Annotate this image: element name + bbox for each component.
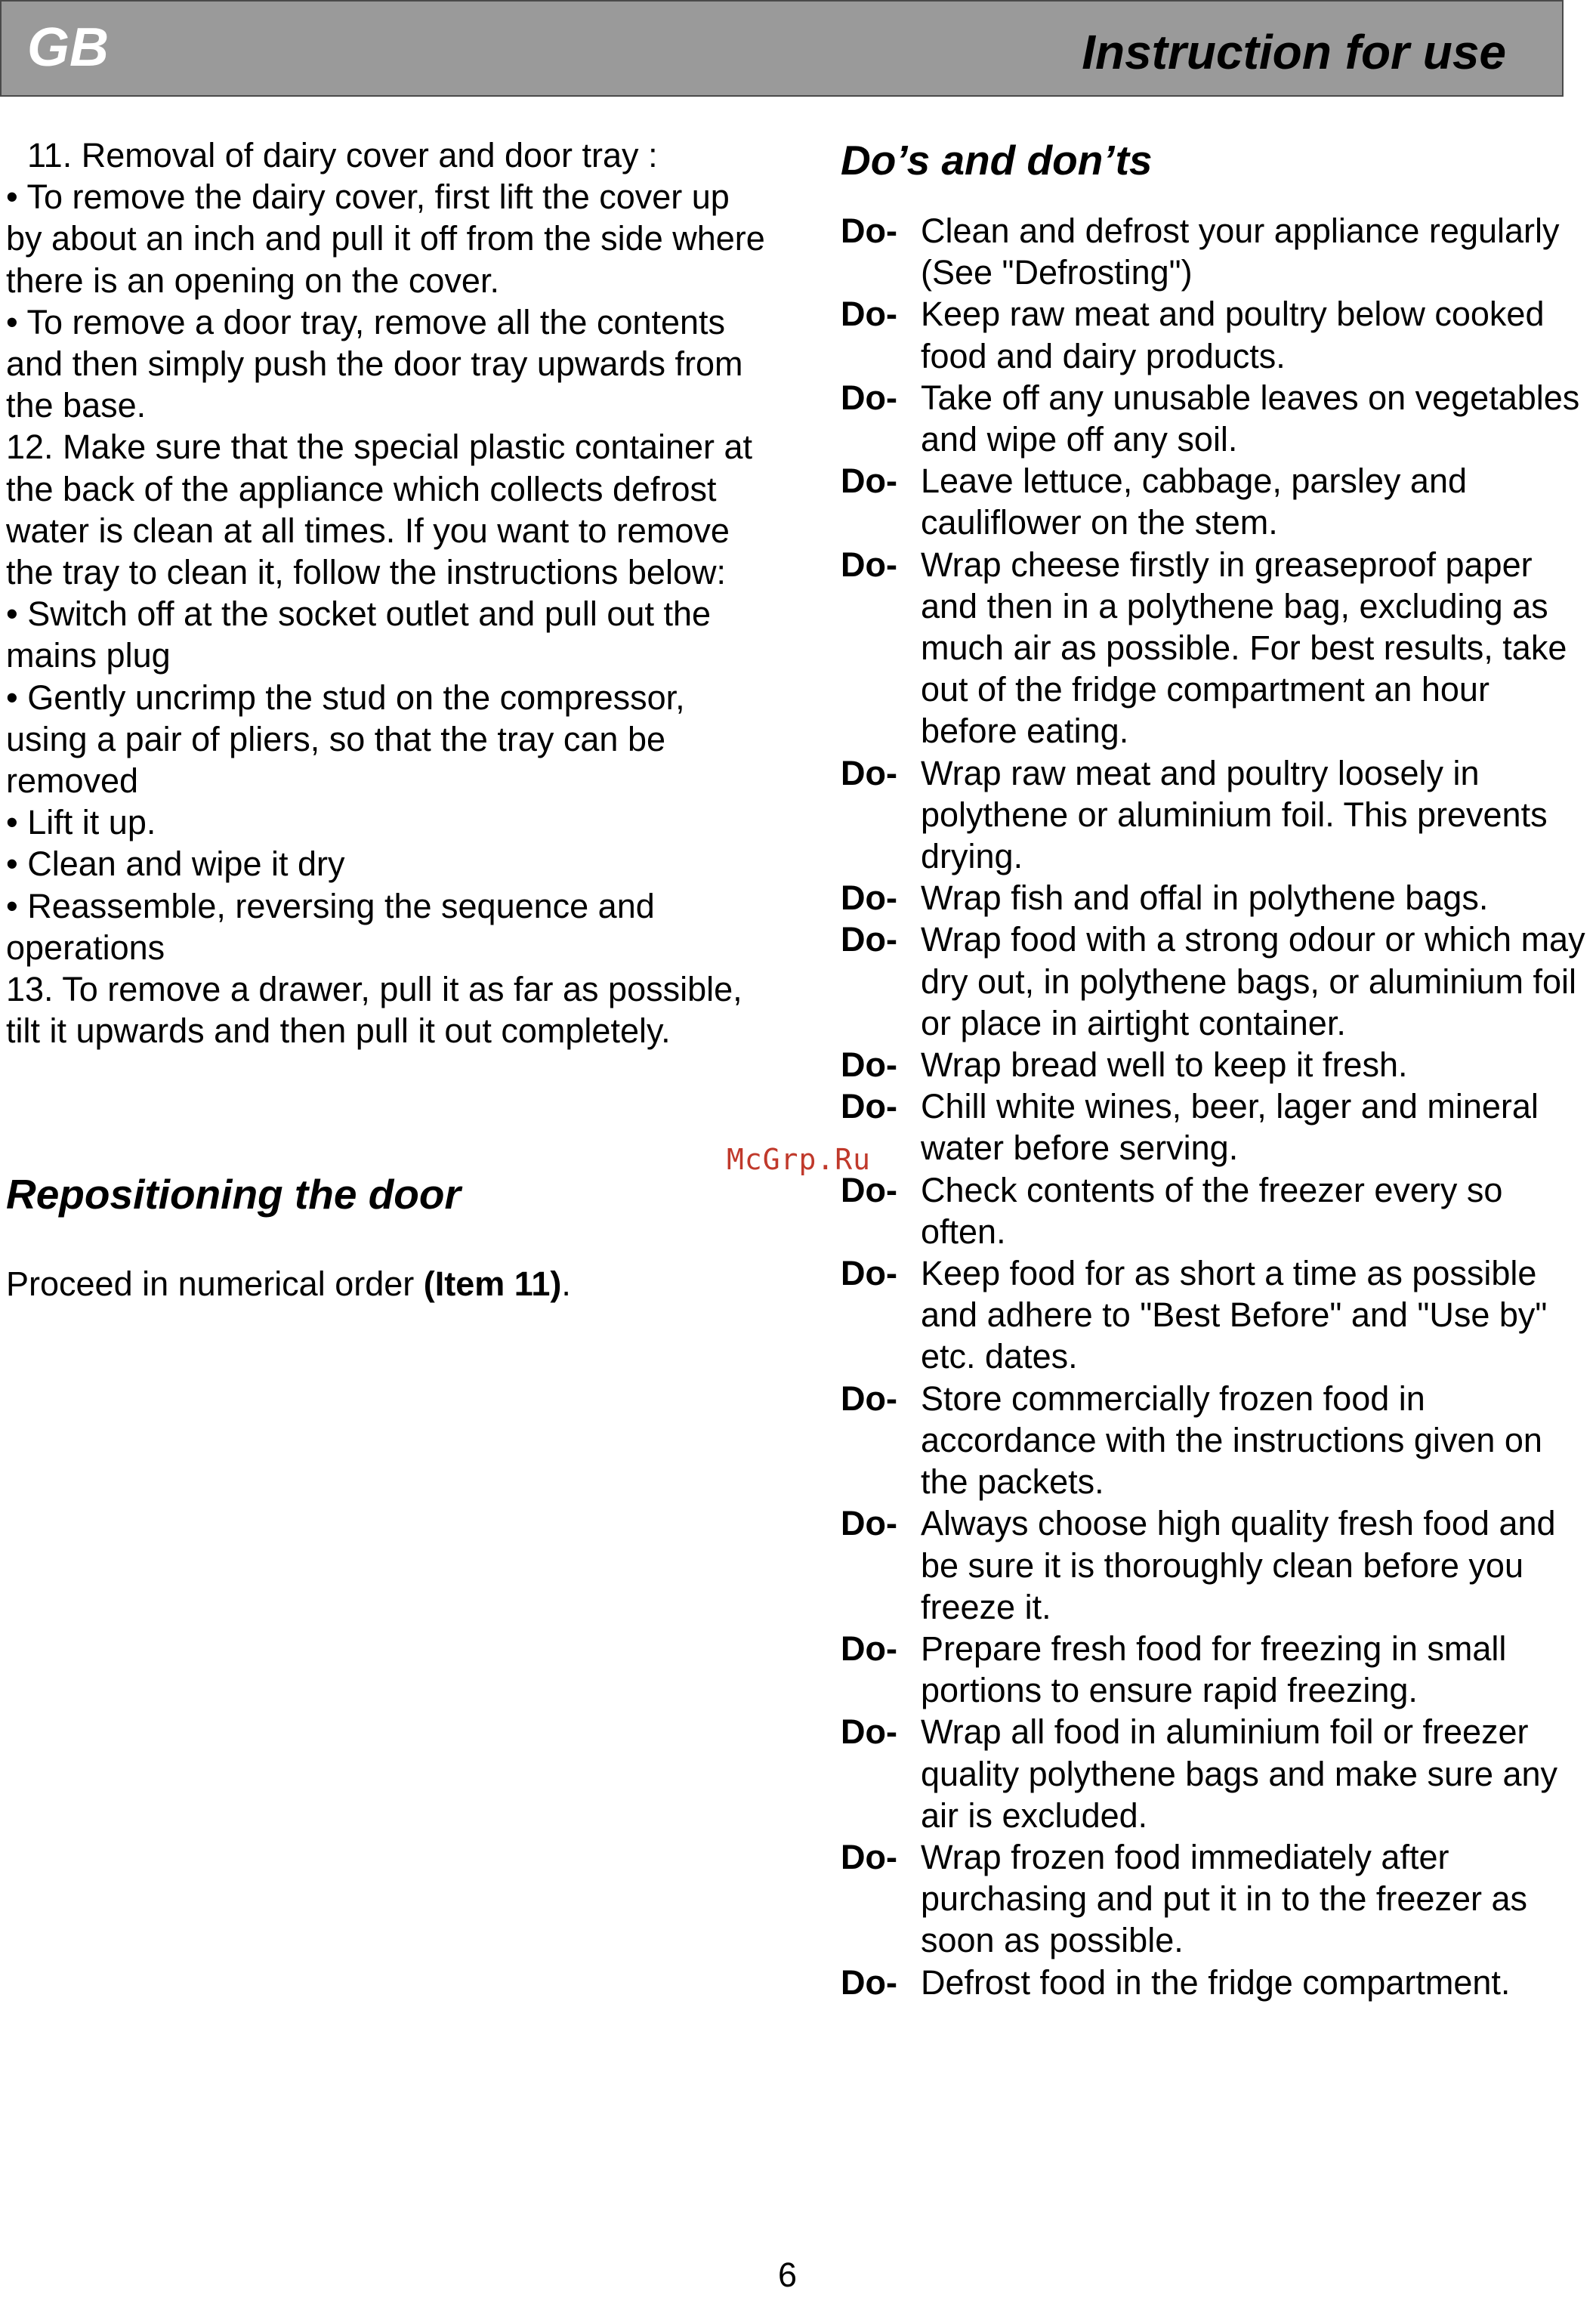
do-item bbox=[841, 1378, 1588, 1503]
do-item bbox=[841, 377, 1588, 460]
do-item bbox=[841, 1711, 1588, 1836]
do-item bbox=[841, 293, 1588, 376]
do-text: Keep food for as short a time as possible and adhere to "Best Before" and "Use by" etc. dates. bbox=[921, 1254, 1548, 1376]
do-item bbox=[841, 919, 1588, 1044]
do-text: Wrap cheese firstly in greaseproof paper and then in a polythene bag, excluding as much air as possible. For best results, take out of the fridge compartment an hour before eating. bbox=[921, 545, 1567, 751]
do-label: Do- bbox=[841, 1629, 897, 1668]
do-label: Do- bbox=[841, 1712, 897, 1752]
proceed-text-main: Proceed in numerical order bbox=[6, 1264, 424, 1303]
paragraph-uncrimp: • Gently uncrimp the stud on the compressor, using a pair of pliers, so that the tray can be removed bbox=[6, 678, 685, 801]
do-item bbox=[841, 1085, 1588, 1169]
paragraph-dairy-cover: • To remove the dairy cover, first lift the cover up by about an inch and pull it off from the side where there is an opening on the cover. bbox=[6, 178, 765, 300]
do-label: Do- bbox=[841, 212, 897, 250]
do-label: Do- bbox=[841, 1837, 897, 1876]
do-label: Do- bbox=[841, 1045, 897, 1085]
do-label: Do- bbox=[841, 1504, 897, 1543]
do-label: Do- bbox=[841, 878, 897, 918]
do-text: Always choose high quality fresh food and be sure it is thoroughly clean before you freeze it. bbox=[921, 1504, 1556, 1626]
do-item bbox=[841, 1252, 1588, 1378]
do-text: Wrap food with a strong odour or which may dry out, in polythene bags, or aluminium foil or place in airtight container. bbox=[921, 920, 1585, 1042]
proceed-text-end: . bbox=[561, 1264, 571, 1303]
do-label: Do- bbox=[841, 920, 897, 959]
do-text: Check contents of the freezer every so often. bbox=[921, 1170, 1503, 1251]
do-item bbox=[841, 1502, 1588, 1628]
watermark: McGrp.Ru bbox=[727, 1143, 872, 1176]
section-heading-repositioning: Repositioning the door bbox=[6, 1171, 461, 1218]
proceed-text-item: (Item 11) bbox=[423, 1264, 562, 1303]
do-text: Clean and defrost your appliance regularly (See "Defrosting") bbox=[921, 212, 1560, 292]
do-item bbox=[841, 1836, 1588, 1962]
proceed-text bbox=[6, 1263, 571, 1305]
do-text: Defrost food in the fridge compartment. bbox=[921, 1962, 1511, 2002]
paragraph-door-tray: • To remove a door tray, remove all the contents and then simply push the door tray upwards from the base. bbox=[6, 302, 743, 425]
paragraph-11: 11. Removal of dairy cover and door tray : bbox=[27, 136, 658, 174]
do-item bbox=[841, 1044, 1588, 1085]
do-label: Do- bbox=[841, 378, 897, 417]
do-item bbox=[841, 877, 1588, 919]
do-label: Do- bbox=[841, 1962, 897, 2002]
paragraph-13: 13. To remove a drawer, pull it as far as possible, tilt it upwards and then pull it out completely. bbox=[6, 970, 742, 1051]
do-label: Do- bbox=[841, 753, 897, 792]
do-item bbox=[841, 1169, 1588, 1252]
do-text: Wrap all food in aluminium foil or freezer quality polythene bags and make sure any air is excluded. bbox=[921, 1712, 1558, 1835]
do-label: Do- bbox=[841, 1087, 897, 1126]
paragraph-12: 12. Make sure that the special plastic container at the back of the appliance which collects defrost water is clean at all times. If you want to remove the tray to clean it, follow the instructions below: bbox=[6, 428, 753, 592]
left-column bbox=[6, 134, 769, 1051]
document-title: Instruction for use bbox=[1082, 25, 1506, 79]
paragraph-reassemble: • Reassemble, reversing the sequence and operations bbox=[6, 886, 655, 967]
do-text: Chill white wines, beer, lager and mineral water before serving. bbox=[921, 1087, 1539, 1168]
page-number: 6 bbox=[778, 2256, 798, 2294]
dos-and-donts-heading: Do’s and don’ts bbox=[841, 137, 1153, 184]
do-text: Keep raw meat and poultry below cooked food and dairy products. bbox=[921, 295, 1545, 375]
do-label: Do- bbox=[841, 545, 897, 584]
do-text: Wrap raw meat and poultry loosely in polythene or aluminium foil. This prevents drying. bbox=[921, 753, 1548, 876]
do-label: Do- bbox=[841, 295, 897, 334]
do-text: Wrap fish and offal in polythene bags. bbox=[921, 878, 1489, 918]
do-label: Do- bbox=[841, 1379, 897, 1418]
do-text: Store commercially frozen food in accordance with the instructions given on the packets. bbox=[921, 1379, 1542, 1502]
do-item bbox=[841, 460, 1588, 543]
do-item bbox=[841, 752, 1588, 878]
paragraph-switch-off: • Switch off at the socket outlet and pull out the mains plug bbox=[6, 594, 712, 675]
do-text: Wrap frozen food immediately after purchasing and put it in to the freezer as soon as possible. bbox=[921, 1837, 1527, 1960]
do-label: Do- bbox=[841, 1254, 897, 1293]
do-item bbox=[841, 210, 1588, 293]
do-item bbox=[841, 1628, 1588, 1711]
do-item bbox=[841, 544, 1588, 752]
language-code: GB bbox=[27, 17, 109, 78]
do-label: Do- bbox=[841, 462, 897, 501]
paragraph-lift: • Lift it up. bbox=[6, 803, 156, 842]
do-item bbox=[841, 1962, 1588, 2003]
do-text: Take off any unusable leaves on vegetables and wipe off any soil. bbox=[921, 378, 1580, 459]
do-text: Prepare fresh food for freezing in small portions to ensure rapid freezing. bbox=[921, 1629, 1507, 1710]
do-label: Do- bbox=[841, 1170, 897, 1209]
do-text: Leave lettuce, cabbage, parsley and cauliflower on the stem. bbox=[921, 462, 1468, 542]
page-header bbox=[0, 0, 1564, 97]
paragraph-clean: • Clean and wipe it dry bbox=[6, 845, 345, 884]
dos-list bbox=[841, 210, 1588, 2003]
do-text: Wrap bread well to keep it fresh. bbox=[921, 1045, 1408, 1085]
